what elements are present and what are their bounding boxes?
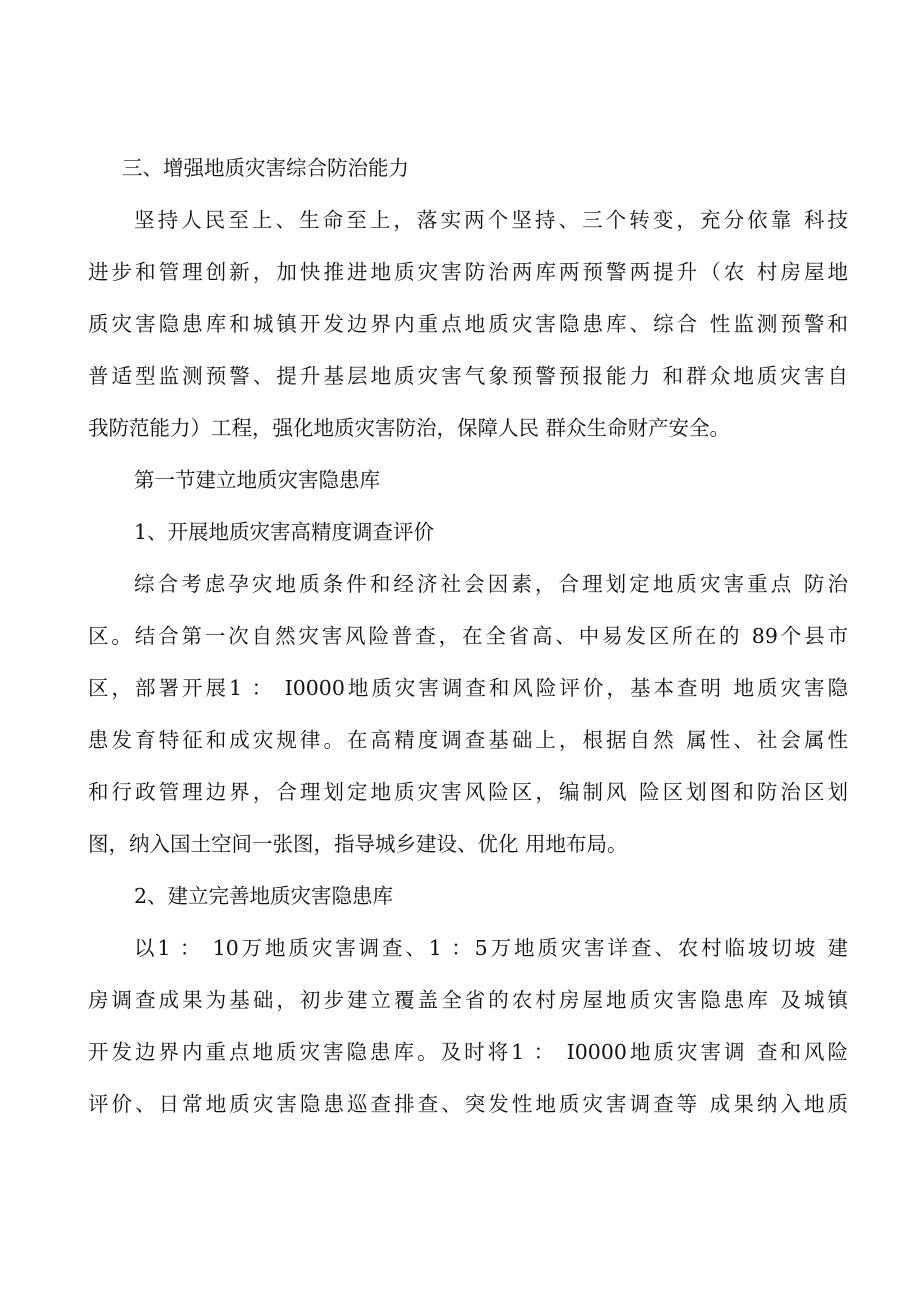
paragraph-line: 坚持人民至上、生命至上，落实两个坚持、三个转变，充分依靠 科技 xyxy=(134,208,848,232)
paragraph-line: 我防范能力）工程，强化地质灾害防治，保障人民 群众生命财产安全。 xyxy=(88,416,731,440)
paragraph-line: 评价、日常地质灾害隐患巡查排查、突发性地质灾害调查等 成果纳入地质 xyxy=(88,1092,848,1116)
paragraph-line: 开发边界内重点地质灾害隐患库。及时将1 ： I0000地质灾害调 查和风险 xyxy=(88,1040,848,1064)
item-2-heading: 2、建立完善地质灾害隐患库 xyxy=(134,884,394,908)
paragraph-line: 和行政管理边界，合理划定地质灾害风险区，编制风 险区划图和防治区划 xyxy=(88,780,848,804)
paragraph-line: 区，部署开展1 ： I0000地质灾害调查和风险评价，基本查明 地质灾害隐 xyxy=(88,676,848,700)
subsection-heading: 第一节建立地质灾害隐患库 xyxy=(134,468,380,492)
item-1-heading: 1、开展地质灾害高精度调查评价 xyxy=(134,520,435,544)
paragraph-line: 图，纳入国土空间一张图，指导城乡建设、优化 用地布局。 xyxy=(88,832,628,856)
paragraph-line: 房调查成果为基础，初步建立覆盖全省的农村房屋地质灾害隐患库 及城镇 xyxy=(88,988,848,1012)
paragraph-line: 以1 ： 10万地质灾害调查、1 ：5万地质灾害详查、农村临坡切坡 建 xyxy=(134,936,848,960)
section-heading: 三、增强地质灾害综合防治能力 xyxy=(122,156,409,180)
paragraph-line: 质灾害隐患库和城镇开发边界内重点地质灾害隐患库、综合 性监测预警和 xyxy=(88,312,848,336)
paragraph-line: 普适型监测预警、提升基层地质灾害气象预警预报能力 和群众地质灾害自 xyxy=(88,364,848,388)
paragraph-line: 综合考虑孕灾地质条件和经济社会因素，合理划定地质灾害重点 防治 xyxy=(134,572,848,596)
paragraph-line: 患发育特征和成灾规律。在高精度调查基础上，根据自然 属性、社会属性 xyxy=(88,728,848,752)
paragraph-line: 进步和管理创新，加快推进地质灾害防治两库两预警两提升（农 村房屋地 xyxy=(88,260,848,284)
paragraph-line: 区。结合第一次自然灾害风险普查，在全省高、中易发区所在的 89个县市 xyxy=(88,624,848,648)
